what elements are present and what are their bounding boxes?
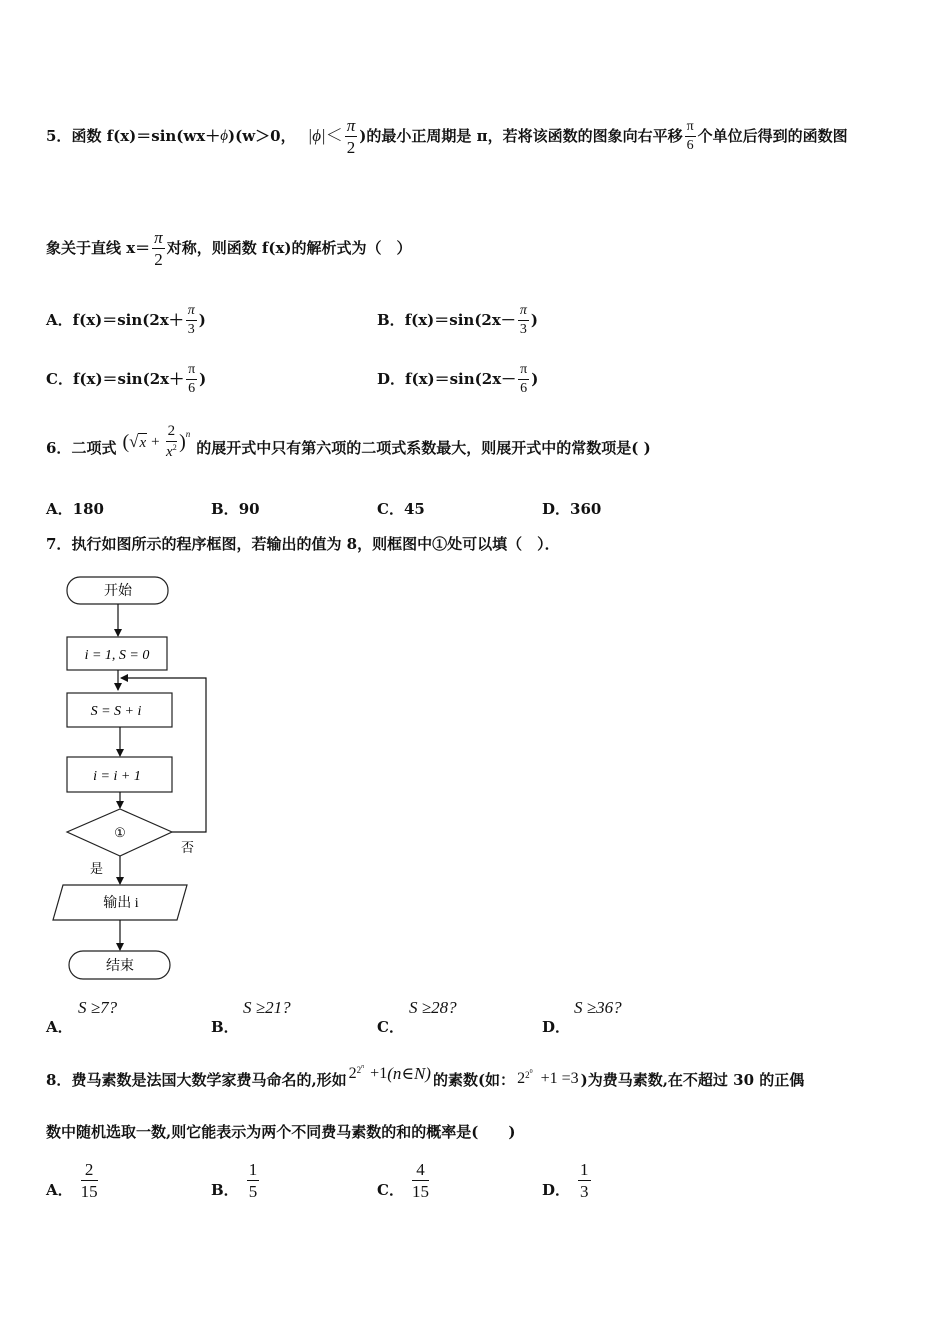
option-frac [518, 304, 529, 337]
option-value: 180 [72, 500, 104, 518]
q5-line2 [46, 216, 412, 280]
frac-num: π [518, 304, 529, 321]
option-value: 90 [238, 500, 260, 518]
q6-frac-num: 2 [166, 424, 178, 442]
option-label: D． [542, 500, 571, 518]
option-frac [412, 1161, 429, 1200]
ex-exp: 2 [525, 1070, 530, 1080]
q6-option-a [46, 500, 104, 518]
option-value: S ≥7? [78, 998, 118, 1017]
q5-line2-den: 2 [154, 249, 163, 269]
sqrt-sign: √ [129, 432, 139, 451]
option-label: A． [46, 311, 73, 329]
q6-den-x: x [166, 444, 173, 460]
q6-number: 6． [46, 439, 72, 457]
option-value: S ≥36? [574, 998, 622, 1017]
frac-den: 15 [411, 1181, 429, 1201]
option-close: ) [198, 311, 206, 329]
option-value: S ≥28? [409, 998, 457, 1017]
option-label: D． [542, 1018, 571, 1036]
q5-option-b [377, 298, 538, 342]
q5-text-d: 个单位后得到的函数图 [697, 127, 848, 145]
flow-start-text: 开始 [104, 584, 132, 599]
option-value: S ≥21? [243, 998, 291, 1017]
option-label: B． [211, 500, 239, 518]
option-text: f(x)＝sin(2x＋ [72, 370, 185, 388]
option-label: B． [211, 1181, 239, 1199]
option-label: D． [542, 1181, 571, 1199]
option-frac [247, 1161, 260, 1200]
q5-option-c [46, 357, 206, 401]
q6-option-d [542, 500, 601, 518]
ex-base: 2 [517, 1070, 526, 1087]
q7-number: 7． [46, 535, 72, 553]
q5-frac-line2 [152, 229, 165, 268]
ex-rest: +1 =3 [540, 1070, 579, 1087]
q8-number: 8． [46, 1071, 72, 1089]
q5-abs-phi: |ϕ| [307, 126, 326, 145]
q8-line2 [46, 1123, 515, 1141]
flow-output-text: 输出 i [103, 896, 139, 911]
flow-init-text: i = 1, S = 0 [84, 648, 150, 663]
option-frac [186, 363, 197, 396]
frac-den: 5 [248, 1181, 258, 1201]
option-close: ) [199, 370, 207, 388]
option-text: f(x)＝sin(2x＋ [72, 311, 184, 329]
q8-fermat-form [349, 1065, 431, 1083]
option-label: C． [377, 500, 404, 518]
q8-line2-text: 数中随机选取一数,则它能表示为两个不同费马素数的和的概率是( ) [46, 1123, 516, 1141]
q5-phi: ϕ [220, 128, 229, 144]
q5-number: 5． [46, 127, 72, 145]
q6-option-c [377, 500, 425, 518]
frac-num: π [186, 363, 197, 380]
option-label: B． [211, 1018, 239, 1036]
frac-num: π [186, 304, 197, 321]
frac-den: 6 [520, 380, 528, 396]
flow-decision-text: ① [114, 825, 126, 840]
option-label: D． [377, 370, 406, 388]
frac-num: 2 [81, 1161, 98, 1181]
form-base: 2 [348, 1065, 357, 1082]
option-text: f(x)＝sin(2x－ [404, 311, 516, 329]
option-label: A． [46, 1018, 73, 1036]
option-close: ) [531, 370, 539, 388]
frac-den: 15 [80, 1181, 98, 1201]
frac-num: 1 [580, 1159, 589, 1179]
q5-frac-pi-6 [685, 120, 696, 153]
q8-pre: 费马素数是法国大数学家费马命名的,形如 [71, 1071, 347, 1089]
option-label: A． [46, 500, 73, 518]
q5-option-a [46, 298, 206, 342]
form-cond: (n∈N) [387, 1064, 431, 1083]
frac-den: 3 [187, 321, 195, 337]
option-label: C． [46, 370, 73, 388]
option-text: f(x)＝sin(2x－ [405, 370, 517, 388]
flow-step2-text: i = i + 1 [93, 769, 141, 784]
q6-line [46, 418, 651, 478]
q5-frac-pi-2 [345, 117, 358, 156]
paren-close: ) [179, 431, 186, 453]
flow-step1-text: S = S + i [90, 704, 142, 719]
q5-lt: ＜ [325, 126, 343, 145]
flow-end-text: 结束 [106, 959, 134, 974]
q5-text-c: )的最小正周期是 π，若将该函数的图象向右平移 [359, 127, 683, 145]
form-exp: 2 [356, 1065, 362, 1075]
option-frac [186, 304, 197, 337]
q6-option-b [211, 500, 260, 518]
q6-pre: 二项式 [71, 439, 117, 457]
frac-den: 6 [188, 380, 196, 396]
q5-frac6-num: π [685, 120, 696, 137]
q6-den-exp: 2 [172, 443, 177, 452]
option-frac [578, 1161, 591, 1200]
q8-post: )为费马素数,在不超过 30 的正偶 [580, 1071, 805, 1089]
plus-sign: + [151, 434, 160, 450]
q5-line2-num: π [154, 227, 163, 247]
q5-text-a: 函数 f(x)＝sin(wx＋ [71, 127, 221, 145]
flowchart [40, 570, 240, 990]
exp-n: n [185, 429, 191, 439]
frac-num: 4 [412, 1161, 429, 1181]
q8-mid: 的素数(如： [432, 1071, 516, 1089]
q7-line [46, 535, 560, 553]
flow-no-label: 否 [181, 840, 195, 855]
frac-num: 1 [248, 1159, 258, 1179]
option-value: 360 [570, 500, 602, 518]
q5-text-b: )(w＞0， [228, 127, 296, 145]
q8-option-b [211, 1154, 261, 1206]
q5-frac6-den: 6 [686, 137, 694, 153]
option-label: C． [377, 1181, 404, 1199]
q5-frac-den: 2 [346, 137, 356, 157]
option-label: C． [377, 1018, 404, 1036]
q6-post: 的展开式中只有第六项的二项式系数最大，则展开式中的常数项是( ) [196, 439, 651, 457]
paren-open: ( [122, 431, 130, 453]
option-close: ) [530, 311, 538, 329]
form-rest: +1 [370, 1065, 388, 1082]
frac-den: 3 [580, 1181, 589, 1201]
q6-expression [122, 424, 190, 460]
option-label: A． [46, 1181, 73, 1199]
q7-text: 执行如图所示的程序框图，若输出的值为 8，则框图中①处可以填（ ）． [71, 535, 560, 553]
q8-line1 [46, 1060, 804, 1100]
q8-option-c [377, 1154, 431, 1206]
option-frac [518, 363, 529, 396]
form-exp2: n [361, 1064, 365, 1070]
option-value: 45 [403, 500, 425, 518]
frac-den: 3 [519, 321, 527, 337]
q8-example [517, 1070, 579, 1088]
option-label: B． [377, 311, 405, 329]
q8-option-d [542, 1154, 593, 1206]
q8-option-a [46, 1154, 100, 1206]
q5-line2-text-a: 象关于直线 x＝ [46, 239, 151, 257]
flow-yes-label: 是 [90, 861, 104, 876]
q5-line2-text-b: 对称，则函数 f(x)的解析式为（ ） [166, 239, 412, 257]
sqrt-x: x [139, 434, 147, 451]
q6-frac [166, 424, 178, 460]
q5-line1 [46, 104, 848, 168]
frac-num: π [518, 363, 529, 380]
option-frac [81, 1161, 98, 1200]
q5-option-d [377, 357, 538, 401]
ex-exp2: 0 [529, 1069, 533, 1075]
q5-frac-num: π [346, 115, 356, 135]
